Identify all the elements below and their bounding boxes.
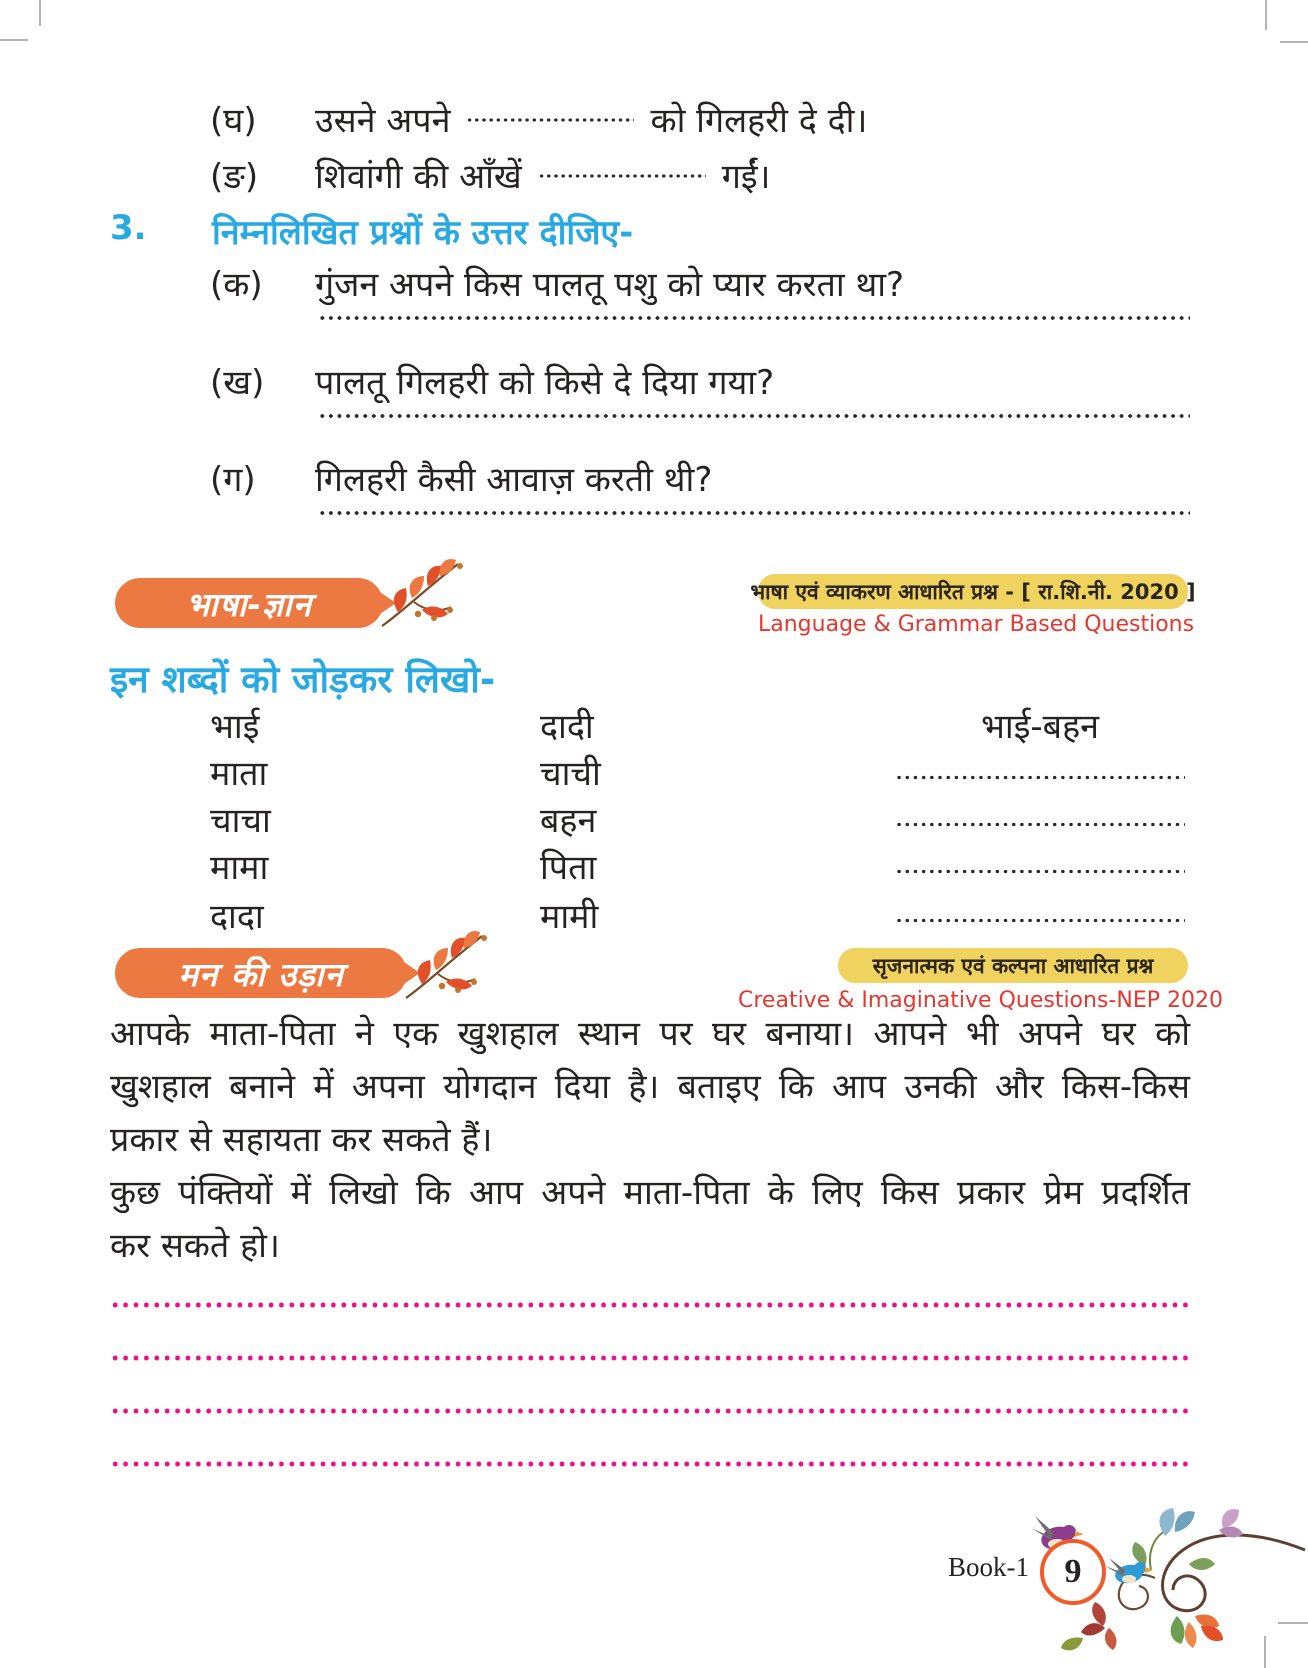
- answer-line: [318, 313, 1190, 323]
- answer-line: [895, 867, 1185, 876]
- word-row: [110, 749, 1190, 795]
- answer-line: [895, 820, 1185, 829]
- word-cell: दादा: [210, 897, 264, 937]
- crop-mark: [0, 39, 28, 41]
- paragraph-line: आपके माता-पिता ने एक खुशहाल स्थान पर घर बनाया। आपने भी अपने घर को: [110, 1014, 1190, 1054]
- word-cell: भाई: [210, 707, 260, 747]
- sentence-before-blank: उसने अपने: [315, 101, 451, 141]
- banner-label: मन की उड़ान: [178, 954, 344, 994]
- banner-label: भाषा-ज्ञान: [185, 584, 313, 624]
- paragraph-line: प्रकार से सहायता कर सकते हैं।: [110, 1120, 493, 1160]
- answer-line-pink: [110, 1458, 1192, 1470]
- word-row: [110, 892, 1190, 938]
- word-cell-answer-example: भाई-बहन: [980, 707, 1099, 747]
- word-row: [110, 843, 1190, 889]
- question-number: 3.: [110, 208, 147, 248]
- sentence-after-blank: को गिलहरी दे दी।: [650, 101, 868, 141]
- section-banner-bhasha-gyan: [115, 578, 383, 628]
- answer-blank: [466, 112, 634, 128]
- page-number: 9: [1064, 1553, 1082, 1590]
- crop-mark: [1265, 0, 1267, 30]
- answer-line-pink: [110, 1405, 1192, 1417]
- sentence-before-blank: शिवांगी की आँखें: [315, 157, 522, 197]
- word-cell: बहन: [540, 801, 597, 841]
- leaf-decoration-icon: [376, 552, 466, 634]
- word-cell: मामी: [540, 897, 599, 937]
- paragraph-line: खुशहाल बनाने में अपना योगदान दिया है। बताइए कि आप उनकी और किस-किस: [110, 1067, 1190, 1107]
- answer-line-pink: [110, 1352, 1192, 1364]
- prompt-paragraph-2: [110, 1167, 1190, 1273]
- item-label: (क): [210, 265, 263, 305]
- question-heading: निम्नलिखित प्रश्नों के उत्तर दीजिए-: [212, 213, 634, 253]
- tag-hindi-bhasha: भाषा एवं व्याकरण आधारित प्रश्न - [ रा.शि.नी. 2020 ]: [758, 574, 1188, 609]
- item-label: (ङ): [210, 157, 259, 197]
- answer-line-pink: [110, 1299, 1192, 1311]
- answer-line: [318, 411, 1190, 421]
- word-cell: मामा: [210, 848, 269, 888]
- item-label: (घ): [210, 101, 257, 141]
- word-cell: पिता: [540, 848, 597, 888]
- question-text: पालतू गिलहरी को किसे दे दिया गया?: [315, 363, 775, 403]
- word-row: [110, 702, 1190, 748]
- section-banner-man-ki-udaan: [115, 948, 407, 998]
- fill-blank-sentence: [315, 96, 867, 142]
- book-label: Book-1: [948, 1552, 1029, 1582]
- tag-hindi-creative: सृजनात्मक एवं कल्पना आधारित प्रश्न: [838, 948, 1188, 983]
- page-number-badge: [1040, 1539, 1106, 1605]
- answer-line: [895, 916, 1185, 925]
- word-cell: दादी: [540, 707, 594, 747]
- prompt-paragraph-1: [110, 1008, 1190, 1167]
- word-cell: चाची: [540, 754, 601, 794]
- paragraph-line: कुछ पंक्तियों में लिखो कि आप अपने माता-पिता के लिए किस प्रकार प्रेम प्रदर्शित: [110, 1173, 1190, 1213]
- question-text: गिलहरी कैसी आवाज़ करती थी?: [315, 460, 713, 500]
- crop-mark: [39, 0, 41, 26]
- fill-blank-sentence: [315, 152, 770, 198]
- tag-english-bhasha: Language & Grammar Based Questions: [758, 612, 1195, 637]
- sentence-after-blank: गईं।: [721, 157, 771, 197]
- crop-mark: [1280, 41, 1308, 43]
- leaf-decoration-icon: [400, 924, 490, 1006]
- tag-english-creative: Creative & Imaginative Questions-NEP 2020: [738, 988, 1223, 1013]
- question-text: गुंजन अपने किस पालतू पशु को प्यार करता था?: [315, 265, 905, 305]
- word-row: [110, 796, 1190, 842]
- answer-line: [895, 773, 1185, 782]
- answer-blank: [538, 168, 706, 184]
- answer-line: [318, 508, 1190, 518]
- exercise-heading: इन शब्दों को जोड़कर लिखो-: [110, 658, 496, 701]
- item-label: (ग): [210, 460, 256, 500]
- word-cell: चाचा: [210, 801, 271, 841]
- word-cell: माता: [210, 754, 268, 794]
- paragraph-line: कर सकते हो।: [110, 1226, 280, 1266]
- item-label: (ख): [210, 363, 265, 403]
